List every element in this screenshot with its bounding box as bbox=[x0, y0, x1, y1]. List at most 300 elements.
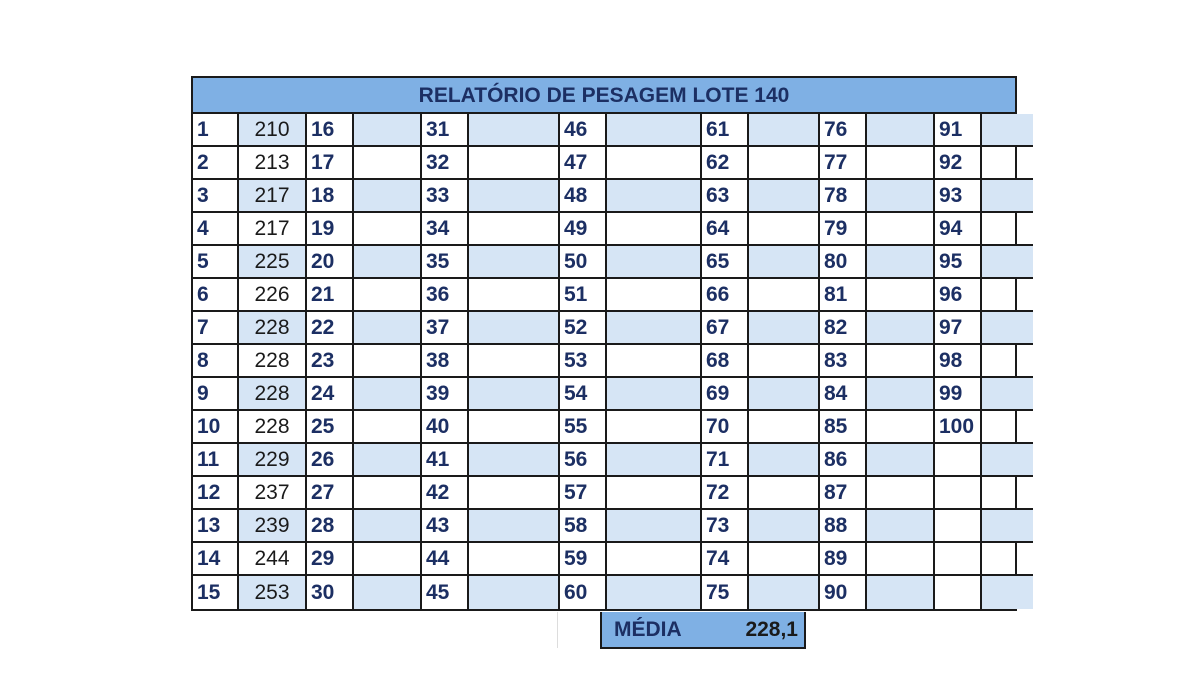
weight-cell[interactable] bbox=[354, 444, 422, 475]
animal-number-cell: 61 bbox=[702, 114, 749, 145]
table-row bbox=[193, 411, 307, 444]
animal-number-cell: 54 bbox=[560, 378, 607, 409]
table-row bbox=[560, 345, 702, 378]
animal-number-cell: 52 bbox=[560, 312, 607, 343]
table-row bbox=[702, 444, 820, 477]
animal-number-cell: 3 bbox=[193, 180, 239, 211]
weight-cell[interactable] bbox=[982, 378, 1033, 409]
animal-number-cell: 53 bbox=[560, 345, 607, 376]
table-row bbox=[702, 543, 820, 576]
weight-cell[interactable] bbox=[867, 378, 935, 409]
table-row bbox=[935, 576, 1033, 609]
animal-number-cell: 5 bbox=[193, 246, 239, 277]
table-row bbox=[702, 477, 820, 510]
animal-number-cell bbox=[935, 576, 982, 609]
weight-cell[interactable] bbox=[749, 180, 820, 211]
animal-number-cell: 35 bbox=[422, 246, 469, 277]
animal-number-cell: 67 bbox=[702, 312, 749, 343]
weight-cell[interactable] bbox=[982, 411, 1033, 442]
table-row bbox=[193, 114, 307, 147]
weight-cell[interactable] bbox=[354, 378, 422, 409]
table-row bbox=[307, 213, 422, 246]
weight-cell[interactable] bbox=[607, 411, 702, 442]
weight-cell[interactable]: 239 bbox=[239, 510, 307, 541]
table-row bbox=[307, 378, 422, 411]
animal-number-cell bbox=[935, 477, 982, 508]
weight-cell[interactable] bbox=[469, 213, 560, 244]
table-row bbox=[820, 147, 935, 180]
table-row bbox=[935, 114, 1033, 147]
animal-number-cell: 2 bbox=[193, 147, 239, 178]
weight-cell[interactable] bbox=[982, 444, 1033, 475]
table-row bbox=[193, 378, 307, 411]
table-row bbox=[422, 147, 560, 180]
table-row bbox=[560, 510, 702, 543]
column-group-1 bbox=[193, 114, 307, 609]
column-group-5 bbox=[702, 114, 820, 609]
table-row bbox=[422, 477, 560, 510]
weight-cell[interactable] bbox=[354, 411, 422, 442]
weight-cell[interactable] bbox=[749, 345, 820, 376]
table-row bbox=[820, 543, 935, 576]
weight-cell[interactable] bbox=[867, 510, 935, 541]
table-row bbox=[422, 378, 560, 411]
table-row bbox=[560, 543, 702, 576]
weight-cell[interactable] bbox=[354, 279, 422, 310]
animal-number-cell: 97 bbox=[935, 312, 982, 343]
weight-cell[interactable] bbox=[867, 213, 935, 244]
table-row bbox=[307, 312, 422, 345]
animal-number-cell: 69 bbox=[702, 378, 749, 409]
animal-number-cell: 55 bbox=[560, 411, 607, 442]
animal-number-cell: 41 bbox=[422, 444, 469, 475]
table-row bbox=[935, 477, 1033, 510]
animal-number-cell: 73 bbox=[702, 510, 749, 541]
table-row bbox=[193, 510, 307, 543]
weight-cell[interactable] bbox=[469, 345, 560, 376]
table-row bbox=[935, 543, 1033, 576]
weight-cell[interactable]: 225 bbox=[239, 246, 307, 277]
weight-cell[interactable]: 217 bbox=[239, 180, 307, 211]
animal-number-cell: 83 bbox=[820, 345, 867, 376]
weight-cell[interactable] bbox=[607, 345, 702, 376]
table-row bbox=[307, 576, 422, 609]
table-row bbox=[820, 345, 935, 378]
table-row bbox=[422, 543, 560, 576]
weight-cell[interactable] bbox=[469, 510, 560, 541]
animal-number-cell: 60 bbox=[560, 576, 607, 609]
animal-number-cell: 86 bbox=[820, 444, 867, 475]
weight-cell[interactable] bbox=[867, 180, 935, 211]
table-row bbox=[560, 213, 702, 246]
column-group-2 bbox=[307, 114, 422, 609]
weight-cell[interactable] bbox=[607, 180, 702, 211]
animal-number-cell: 27 bbox=[307, 477, 354, 508]
weight-cell[interactable] bbox=[867, 576, 935, 609]
weight-cell[interactable] bbox=[607, 477, 702, 508]
weight-cell[interactable] bbox=[749, 477, 820, 508]
table-row bbox=[935, 510, 1033, 543]
animal-number-cell: 100 bbox=[935, 411, 982, 442]
weight-cell[interactable]: 213 bbox=[239, 147, 307, 178]
animal-number-cell: 98 bbox=[935, 345, 982, 376]
weight-cell[interactable] bbox=[354, 543, 422, 574]
table-row bbox=[820, 510, 935, 543]
weight-cell[interactable] bbox=[749, 279, 820, 310]
table-row bbox=[193, 213, 307, 246]
animal-number-cell: 91 bbox=[935, 114, 982, 145]
weight-cell[interactable] bbox=[607, 378, 702, 409]
average-label: MÉDIA bbox=[614, 617, 682, 641]
weight-cell[interactable] bbox=[469, 279, 560, 310]
animal-number-cell: 38 bbox=[422, 345, 469, 376]
weights-grid bbox=[193, 114, 1015, 609]
table-row bbox=[702, 246, 820, 279]
animal-number-cell: 94 bbox=[935, 213, 982, 244]
animal-number-cell: 4 bbox=[193, 213, 239, 244]
animal-number-cell: 43 bbox=[422, 510, 469, 541]
animal-number-cell: 59 bbox=[560, 543, 607, 574]
animal-number-cell: 70 bbox=[702, 411, 749, 442]
animal-number-cell: 42 bbox=[422, 477, 469, 508]
weight-cell[interactable] bbox=[607, 543, 702, 574]
table-row bbox=[820, 378, 935, 411]
table-row bbox=[422, 312, 560, 345]
table-row bbox=[422, 213, 560, 246]
weight-cell[interactable] bbox=[354, 114, 422, 145]
table-row bbox=[307, 114, 422, 147]
weight-cell[interactable]: 229 bbox=[239, 444, 307, 475]
table-row bbox=[193, 180, 307, 213]
weight-cell[interactable] bbox=[982, 312, 1033, 343]
table-row bbox=[307, 543, 422, 576]
weight-cell[interactable] bbox=[607, 147, 702, 178]
weight-cell[interactable]: 226 bbox=[239, 279, 307, 310]
average-value: 228,1 bbox=[745, 617, 798, 641]
animal-number-cell: 1 bbox=[193, 114, 239, 145]
animal-number-cell: 33 bbox=[422, 180, 469, 211]
animal-number-cell: 58 bbox=[560, 510, 607, 541]
animal-number-cell: 19 bbox=[307, 213, 354, 244]
table-row bbox=[422, 576, 560, 609]
weight-cell[interactable] bbox=[354, 213, 422, 244]
weight-cell[interactable]: 237 bbox=[239, 477, 307, 508]
weight-cell[interactable] bbox=[354, 312, 422, 343]
weight-cell[interactable] bbox=[982, 180, 1033, 211]
weight-cell[interactable] bbox=[749, 246, 820, 277]
weight-cell[interactable] bbox=[749, 510, 820, 541]
animal-number-cell: 15 bbox=[193, 576, 239, 609]
weight-cell[interactable] bbox=[982, 543, 1033, 574]
weight-cell[interactable] bbox=[749, 543, 820, 574]
table-row bbox=[702, 279, 820, 312]
animal-number-cell: 46 bbox=[560, 114, 607, 145]
table-row bbox=[702, 147, 820, 180]
weight-cell[interactable] bbox=[469, 576, 560, 609]
animal-number-cell: 93 bbox=[935, 180, 982, 211]
table-row bbox=[935, 147, 1033, 180]
weight-cell[interactable] bbox=[749, 147, 820, 178]
animal-number-cell: 48 bbox=[560, 180, 607, 211]
animal-number-cell: 6 bbox=[193, 279, 239, 310]
animal-number-cell: 51 bbox=[560, 279, 607, 310]
table-row bbox=[935, 411, 1033, 444]
animal-number-cell: 11 bbox=[193, 444, 239, 475]
weight-cell[interactable] bbox=[867, 312, 935, 343]
weight-cell[interactable] bbox=[982, 246, 1033, 277]
table-row bbox=[935, 345, 1033, 378]
animal-number-cell: 44 bbox=[422, 543, 469, 574]
table-row bbox=[193, 345, 307, 378]
weight-cell[interactable]: 217 bbox=[239, 213, 307, 244]
table-row bbox=[702, 180, 820, 213]
animal-number-cell: 82 bbox=[820, 312, 867, 343]
table-row bbox=[702, 312, 820, 345]
animal-number-cell: 50 bbox=[560, 246, 607, 277]
weight-cell[interactable] bbox=[607, 114, 702, 145]
animal-number-cell: 71 bbox=[702, 444, 749, 475]
weight-cell[interactable] bbox=[469, 114, 560, 145]
weight-cell[interactable]: 228 bbox=[239, 345, 307, 376]
weight-cell[interactable] bbox=[607, 213, 702, 244]
table-row bbox=[702, 378, 820, 411]
table-row bbox=[193, 279, 307, 312]
table-row bbox=[935, 312, 1033, 345]
animal-number-cell: 68 bbox=[702, 345, 749, 376]
weight-cell[interactable] bbox=[982, 213, 1033, 244]
average-box bbox=[600, 612, 806, 649]
table-row bbox=[935, 180, 1033, 213]
table-row bbox=[307, 444, 422, 477]
weight-cell[interactable] bbox=[354, 510, 422, 541]
animal-number-cell: 9 bbox=[193, 378, 239, 409]
animal-number-cell: 77 bbox=[820, 147, 867, 178]
animal-number-cell: 64 bbox=[702, 213, 749, 244]
animal-number-cell: 23 bbox=[307, 345, 354, 376]
table-row bbox=[422, 246, 560, 279]
table-row bbox=[193, 477, 307, 510]
column-group-6 bbox=[820, 114, 935, 609]
animal-number-cell: 75 bbox=[702, 576, 749, 609]
weight-cell[interactable] bbox=[749, 576, 820, 609]
table-row bbox=[702, 510, 820, 543]
animal-number-cell: 37 bbox=[422, 312, 469, 343]
animal-number-cell: 56 bbox=[560, 444, 607, 475]
table-row bbox=[560, 411, 702, 444]
table-row bbox=[702, 114, 820, 147]
weight-cell[interactable] bbox=[607, 576, 702, 609]
weight-cell[interactable] bbox=[749, 213, 820, 244]
weight-cell[interactable] bbox=[749, 444, 820, 475]
weight-cell[interactable] bbox=[607, 312, 702, 343]
weight-cell[interactable] bbox=[354, 246, 422, 277]
report-title: RELATÓRIO DE PESAGEM LOTE 140 bbox=[193, 78, 1015, 114]
table-row bbox=[193, 147, 307, 180]
table-row bbox=[702, 345, 820, 378]
weight-cell[interactable] bbox=[607, 444, 702, 475]
table-row bbox=[307, 246, 422, 279]
weight-cell[interactable] bbox=[469, 444, 560, 475]
weight-cell[interactable] bbox=[749, 312, 820, 343]
weight-cell[interactable]: 228 bbox=[239, 378, 307, 409]
animal-number-cell: 76 bbox=[820, 114, 867, 145]
table-row bbox=[935, 246, 1033, 279]
animal-number-cell: 81 bbox=[820, 279, 867, 310]
animal-number-cell: 88 bbox=[820, 510, 867, 541]
weight-cell[interactable] bbox=[982, 510, 1033, 541]
weight-cell[interactable] bbox=[982, 147, 1033, 178]
weight-cell[interactable] bbox=[469, 477, 560, 508]
animal-number-cell: 49 bbox=[560, 213, 607, 244]
animal-number-cell: 87 bbox=[820, 477, 867, 508]
table-row bbox=[935, 279, 1033, 312]
animal-number-cell: 80 bbox=[820, 246, 867, 277]
weight-cell[interactable] bbox=[749, 378, 820, 409]
animal-number-cell: 8 bbox=[193, 345, 239, 376]
animal-number-cell: 92 bbox=[935, 147, 982, 178]
table-row bbox=[307, 147, 422, 180]
table-row bbox=[820, 213, 935, 246]
animal-number-cell: 96 bbox=[935, 279, 982, 310]
table-row bbox=[307, 345, 422, 378]
weight-cell[interactable] bbox=[469, 378, 560, 409]
animal-number-cell: 78 bbox=[820, 180, 867, 211]
weight-cell[interactable] bbox=[867, 147, 935, 178]
weight-cell[interactable] bbox=[867, 444, 935, 475]
animal-number-cell: 57 bbox=[560, 477, 607, 508]
weight-cell[interactable] bbox=[867, 477, 935, 508]
weight-cell[interactable] bbox=[867, 543, 935, 574]
table-row bbox=[422, 180, 560, 213]
animal-number-cell: 30 bbox=[307, 576, 354, 609]
table-row bbox=[307, 477, 422, 510]
table-row bbox=[422, 510, 560, 543]
weight-cell[interactable]: 244 bbox=[239, 543, 307, 574]
animal-number-cell: 7 bbox=[193, 312, 239, 343]
table-row bbox=[422, 345, 560, 378]
animal-number-cell: 89 bbox=[820, 543, 867, 574]
table-row bbox=[560, 477, 702, 510]
weight-cell[interactable] bbox=[982, 576, 1033, 609]
animal-number-cell: 79 bbox=[820, 213, 867, 244]
divider-line bbox=[557, 612, 558, 648]
animal-number-cell: 20 bbox=[307, 246, 354, 277]
weight-cell[interactable] bbox=[354, 576, 422, 609]
weight-cell[interactable] bbox=[607, 246, 702, 277]
weight-cell[interactable] bbox=[607, 510, 702, 541]
weight-cell[interactable] bbox=[982, 114, 1033, 145]
weight-cell[interactable] bbox=[469, 246, 560, 277]
animal-number-cell: 16 bbox=[307, 114, 354, 145]
animal-number-cell: 85 bbox=[820, 411, 867, 442]
animal-number-cell: 21 bbox=[307, 279, 354, 310]
column-group-4 bbox=[560, 114, 702, 609]
animal-number-cell: 45 bbox=[422, 576, 469, 609]
table-row bbox=[307, 411, 422, 444]
animal-number-cell: 25 bbox=[307, 411, 354, 442]
weight-cell[interactable] bbox=[982, 279, 1033, 310]
table-row bbox=[422, 444, 560, 477]
animal-number-cell bbox=[935, 444, 982, 475]
animal-number-cell: 10 bbox=[193, 411, 239, 442]
table-row bbox=[422, 411, 560, 444]
weight-cell[interactable]: 228 bbox=[239, 411, 307, 442]
column-group-3 bbox=[422, 114, 560, 609]
weight-cell[interactable] bbox=[469, 543, 560, 574]
animal-number-cell: 40 bbox=[422, 411, 469, 442]
table-row bbox=[560, 114, 702, 147]
animal-number-cell: 12 bbox=[193, 477, 239, 508]
animal-number-cell: 26 bbox=[307, 444, 354, 475]
weight-cell[interactable] bbox=[867, 345, 935, 376]
table-row bbox=[820, 114, 935, 147]
column-group-7 bbox=[935, 114, 1033, 609]
table-row bbox=[560, 279, 702, 312]
animal-number-cell: 74 bbox=[702, 543, 749, 574]
weight-cell[interactable] bbox=[749, 114, 820, 145]
weight-cell[interactable] bbox=[982, 477, 1033, 508]
table-row bbox=[560, 312, 702, 345]
table-row bbox=[560, 180, 702, 213]
table-row bbox=[560, 246, 702, 279]
table-row bbox=[820, 576, 935, 609]
animal-number-cell: 39 bbox=[422, 378, 469, 409]
table-row bbox=[820, 279, 935, 312]
table-row bbox=[820, 477, 935, 510]
weight-cell[interactable] bbox=[354, 345, 422, 376]
animal-number-cell: 17 bbox=[307, 147, 354, 178]
table-row bbox=[193, 576, 307, 609]
weight-cell[interactable]: 253 bbox=[239, 576, 307, 609]
animal-number-cell: 13 bbox=[193, 510, 239, 541]
table-row bbox=[422, 114, 560, 147]
animal-number-cell: 22 bbox=[307, 312, 354, 343]
weight-cell[interactable] bbox=[867, 114, 935, 145]
animal-number-cell: 31 bbox=[422, 114, 469, 145]
animal-number-cell: 90 bbox=[820, 576, 867, 609]
weight-cell[interactable] bbox=[607, 279, 702, 310]
weight-cell[interactable] bbox=[867, 246, 935, 277]
weight-cell[interactable] bbox=[354, 147, 422, 178]
animal-number-cell: 66 bbox=[702, 279, 749, 310]
weight-cell[interactable] bbox=[867, 279, 935, 310]
weight-cell[interactable] bbox=[867, 411, 935, 442]
weight-cell[interactable] bbox=[469, 411, 560, 442]
animal-number-cell: 28 bbox=[307, 510, 354, 541]
weight-cell[interactable] bbox=[469, 312, 560, 343]
table-row bbox=[935, 444, 1033, 477]
weight-cell[interactable] bbox=[354, 477, 422, 508]
weight-cell[interactable] bbox=[749, 411, 820, 442]
weight-cell[interactable] bbox=[354, 180, 422, 211]
animal-number-cell: 24 bbox=[307, 378, 354, 409]
weight-cell[interactable] bbox=[469, 180, 560, 211]
weight-cell[interactable] bbox=[982, 345, 1033, 376]
table-row bbox=[820, 246, 935, 279]
weight-cell[interactable] bbox=[469, 147, 560, 178]
weight-cell[interactable]: 228 bbox=[239, 312, 307, 343]
animal-number-cell: 65 bbox=[702, 246, 749, 277]
animal-number-cell: 95 bbox=[935, 246, 982, 277]
animal-number-cell bbox=[935, 510, 982, 541]
table-row bbox=[193, 444, 307, 477]
table-row bbox=[560, 444, 702, 477]
weight-cell[interactable]: 210 bbox=[239, 114, 307, 145]
table-row bbox=[935, 378, 1033, 411]
animal-number-cell: 32 bbox=[422, 147, 469, 178]
table-row bbox=[307, 510, 422, 543]
table-row bbox=[702, 411, 820, 444]
